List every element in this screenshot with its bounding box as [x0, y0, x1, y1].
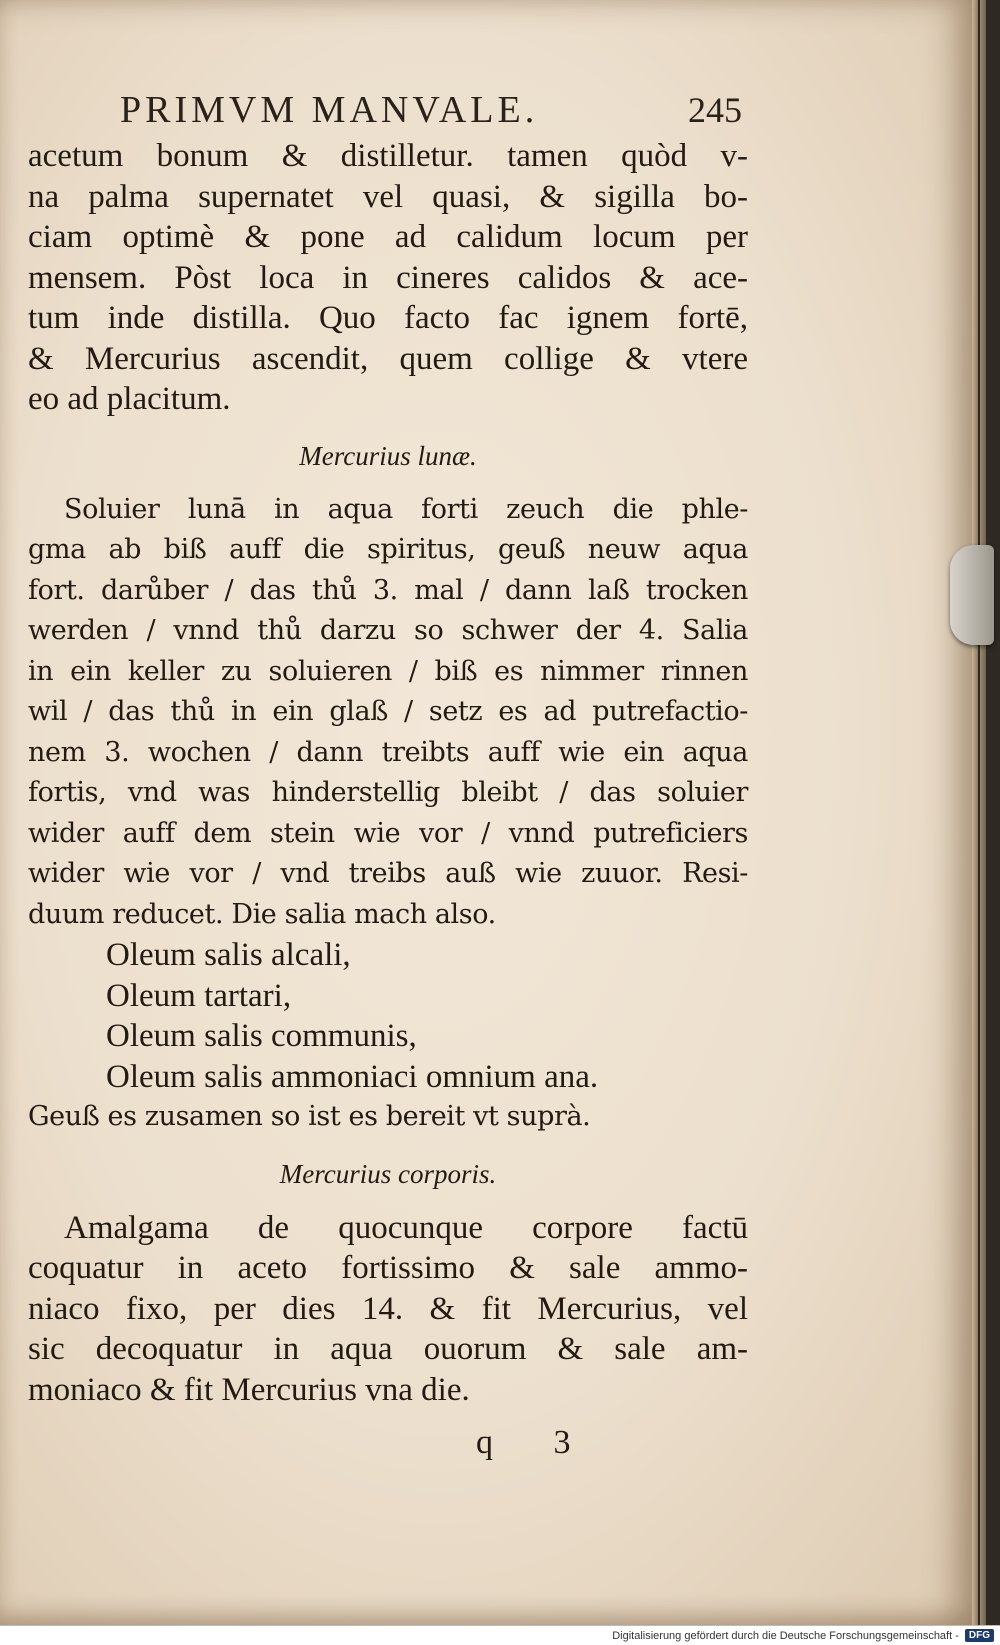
text-line: eo ad placitum.: [28, 381, 231, 417]
text-line: in ein keller zu soluieren / biß es nimmer rinnen: [28, 655, 748, 687]
list-item: Oleum salis ammoniaci omnium ana.: [106, 1058, 599, 1095]
list-item: Oleum tartari,: [106, 977, 292, 1014]
text-line: & Mercurius ascendit, quem collige & vtere: [28, 340, 748, 377]
closing-line: Geuß es zusamen so ist es bereit vt suprà.: [28, 1101, 591, 1132]
text-line: fortis, vnd was hinderstellig bleibt / das soluier: [28, 777, 748, 808]
text-line: duum reducet. Die salia mach also.: [28, 898, 496, 930]
section-heading: Mercurius corporis.: [279, 1158, 497, 1189]
clasp-tab: [950, 545, 994, 645]
section-heading: Mercurius lunæ.: [299, 440, 477, 471]
list-item: Oleum salis alcali,: [106, 937, 351, 973]
running-title: PRIMVM MANVALE.: [120, 89, 539, 131]
recipe-list: [28, 935, 748, 1097]
paragraph-1: [28, 136, 748, 420]
list-item: Oleum salis communis,: [106, 1018, 417, 1054]
text-line: niaco fixo, per dies 14. & fit Mercurius, vel: [28, 1290, 748, 1327]
text-line: sic decoquatur in aqua ouorum & sale am-: [28, 1331, 748, 1367]
text-line: fort. darůber / das thů 3. mal / dann laß trocken: [28, 574, 748, 606]
paragraph-2: [28, 490, 748, 936]
paragraph-3: [28, 1208, 748, 1411]
text-line: Amalgama de quocunque corpore factū: [64, 1209, 748, 1246]
text-line: wider auff dem stein wie vor / vnnd putreficiers: [28, 817, 748, 849]
text-line: wider wie vor / vnd treibs auß wie zuuor. Resi-: [28, 858, 748, 889]
footer-text: Digitalisierung gefördert durch die Deutsche Forschungsgemeinschaft -: [612, 1629, 959, 1642]
text-line: moniaco & fit Mercurius vna die.: [28, 1371, 470, 1408]
dfg-logo: DFG: [965, 1629, 994, 1642]
text-line: gma ab biß auff die spiritus, geuß neuw aqua: [28, 534, 748, 565]
text-line: werden / vnnd thů darzu so schwer der 4. Salia: [28, 615, 748, 646]
page-edge: [972, 0, 978, 1625]
text-line: acetum bonum & distilletur. tamen quòd v-: [28, 138, 748, 174]
page-text: [28, 88, 748, 1410]
text-line: ciam optimè & pone ad calidum locum per: [28, 219, 748, 255]
text-line: wil / das thů in ein glaß / setz es ad putrefactio-: [28, 696, 748, 727]
text-line: tum inde distilla. Quo facto fac ignem fortē,: [28, 300, 748, 336]
signature-mark: q 3: [476, 1424, 597, 1461]
footer-bar: [0, 1625, 1000, 1645]
text-line: nem 3. wochen / dann treibts auff wie ein aqua: [28, 736, 748, 768]
text-line: mensem. Pòst loca in cineres calidos & ace-: [28, 259, 748, 296]
running-header: [28, 88, 748, 132]
text-line: coquatur in aceto fortissimo & sale ammo-: [28, 1250, 748, 1286]
page-edge-2: [980, 0, 986, 1625]
text-line: Soluier lunā in aqua forti zeuch die phle-: [64, 493, 748, 525]
page-number: 245: [688, 90, 742, 130]
text-line: na palma supernatet vel quasi, & sigilla bo-: [28, 178, 748, 215]
